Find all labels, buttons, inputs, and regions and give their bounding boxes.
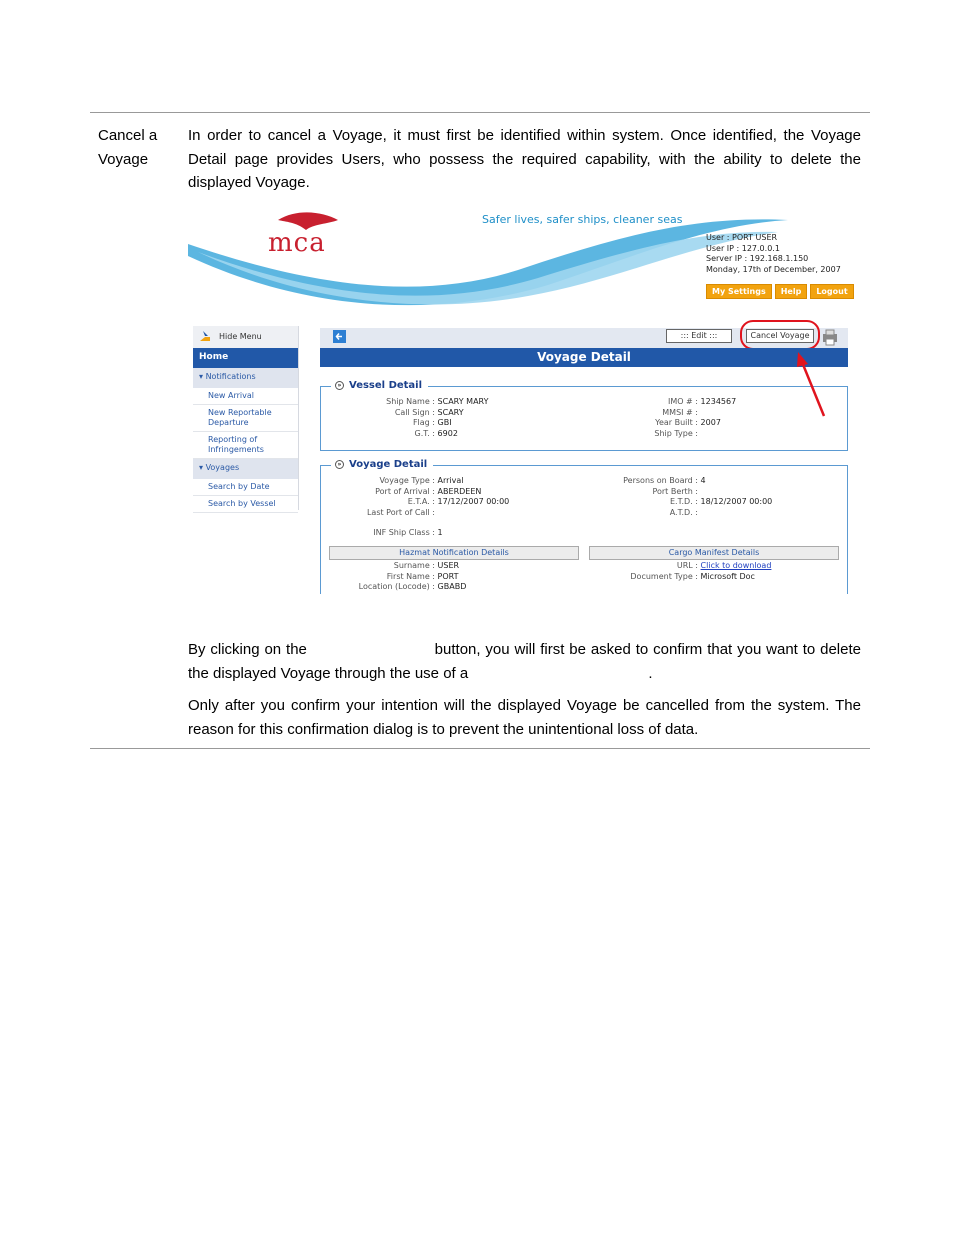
field-label: IMO # : bbox=[667, 397, 698, 406]
voyage-detail-legend[interactable] bbox=[331, 459, 433, 470]
user-ip: User IP : 127.0.0.1 bbox=[706, 243, 780, 253]
click-text-1: By clicking on the bbox=[188, 641, 307, 658]
intro-paragraph: In order to cancel a Voyage, it must first be identified within system. Once identified, the Voyage Detail page provides Users, who possess the required capability, with the ability to delete the displayed Voyage. bbox=[188, 127, 861, 191]
field-value: 1 bbox=[437, 528, 443, 537]
field-value: SCARY MARY bbox=[437, 397, 489, 406]
section-label bbox=[98, 124, 178, 172]
field-label: Ship Name : bbox=[386, 397, 435, 406]
field-value: Arrival bbox=[437, 476, 464, 485]
field-label: MMSI # : bbox=[662, 407, 698, 417]
cargo-header: Cargo Manifest Details bbox=[589, 546, 839, 560]
vessel-left-fields bbox=[338, 397, 488, 439]
server-ip: Server IP : 192.168.1.150 bbox=[706, 254, 809, 263]
download-link[interactable]: Click to download bbox=[700, 561, 772, 570]
collapse-icon: » bbox=[335, 381, 344, 390]
field-label: Last Port of Call : bbox=[366, 507, 435, 517]
field-value: USER bbox=[437, 561, 460, 570]
field-value: 17/12/2007 00:00 bbox=[437, 497, 510, 506]
menu-item-reporting-infringements[interactable]: Reporting of Infringements bbox=[193, 432, 298, 459]
field-label: Ship Type : bbox=[654, 428, 698, 438]
field-value: 6902 bbox=[437, 428, 458, 438]
menu-item-search-by-date[interactable]: Search by Date bbox=[193, 479, 298, 496]
hazmat-header: Hazmat Notification Details bbox=[329, 546, 579, 560]
highlight-circle bbox=[740, 320, 820, 350]
field-label: Surname : bbox=[393, 561, 435, 570]
field-value: 1234567 bbox=[700, 397, 737, 406]
page-title: Voyage Detail bbox=[320, 348, 848, 367]
print-icon[interactable] bbox=[821, 328, 839, 350]
outro-paragraph: Only after you confirm your intention will the displayed Voyage be cancelled from the system. The reason for this confirmation dialog is to prevent the unintentional loss of data. bbox=[188, 697, 861, 738]
vessel-detail-legend[interactable] bbox=[331, 380, 428, 391]
field-label: Voyage Type : bbox=[379, 476, 435, 485]
side-menu bbox=[193, 326, 299, 510]
user-info bbox=[706, 233, 841, 275]
click-text-3: . bbox=[648, 664, 653, 682]
help-button[interactable]: Help bbox=[775, 284, 808, 299]
user-name: User : PORT USER bbox=[706, 233, 778, 242]
voyage-left-fields bbox=[338, 476, 509, 539]
field-label: INF Ship Class : bbox=[373, 528, 435, 537]
banner bbox=[188, 200, 862, 318]
field-value: Microsoft Doc bbox=[700, 571, 755, 581]
field-label: Call Sign : bbox=[394, 407, 435, 417]
menu-group-voyages-label: Voyages bbox=[205, 463, 240, 472]
field-label: Year Built : bbox=[655, 418, 698, 427]
field-label: Port of Arrival : bbox=[375, 486, 435, 496]
top-buttons bbox=[706, 284, 854, 299]
field-label: Flag : bbox=[412, 418, 435, 427]
menu-home[interactable]: Home bbox=[193, 348, 298, 368]
field-label: Persons on Board : bbox=[623, 476, 698, 485]
my-settings-button[interactable]: My Settings bbox=[706, 284, 772, 299]
vessel-right-fields bbox=[608, 397, 736, 439]
hide-menu-toggle[interactable] bbox=[193, 326, 298, 348]
logout-button[interactable]: Logout bbox=[810, 284, 853, 299]
field-label: A.T.D. : bbox=[669, 507, 698, 517]
hazmat-fields bbox=[338, 561, 466, 593]
click-paragraph bbox=[188, 638, 861, 685]
bottom-rule bbox=[90, 748, 870, 749]
vessel-detail-title: Vessel Detail bbox=[349, 380, 423, 391]
field-label: E.T.D. : bbox=[669, 497, 698, 506]
section-label-line-2: Voyage bbox=[98, 151, 149, 168]
click-text-2: button, you will first be asked to confirm that you want to delete the displayed Voyage through the use of a bbox=[188, 641, 861, 682]
tagline: Safer lives, safer ships, cleaner seas bbox=[482, 213, 683, 226]
field-value: SCARY bbox=[437, 407, 464, 417]
cancel-voyage-button[interactable]: Cancel Voyage bbox=[746, 329, 814, 343]
menu-group-voyages[interactable]: ▾ Voyages bbox=[193, 459, 298, 479]
menu-item-new-arrival[interactable]: New Arrival bbox=[193, 388, 298, 405]
field-value: 2007 bbox=[700, 418, 721, 427]
field-label: E.T.A. : bbox=[407, 497, 435, 506]
hide-menu-icon bbox=[198, 329, 212, 343]
menu-group-notifications-label: Notifications bbox=[205, 372, 256, 381]
field-label: G.T. : bbox=[414, 428, 435, 438]
field-label: Port Berth : bbox=[652, 486, 698, 496]
menu-item-new-reportable-departure[interactable]: New Reportable Departure bbox=[193, 405, 298, 432]
mca-logo: mca bbox=[268, 228, 326, 258]
top-rule bbox=[90, 112, 870, 113]
voyage-detail-title: Voyage Detail bbox=[349, 459, 428, 470]
hide-menu-label: Hide Menu bbox=[219, 332, 262, 341]
field-label: URL : bbox=[676, 561, 698, 570]
field-label: Document Type : bbox=[630, 571, 698, 581]
section-label-line-1: Cancel a bbox=[98, 127, 158, 144]
field-value: ABERDEEN bbox=[437, 486, 482, 496]
field-value: PORT bbox=[437, 571, 459, 581]
menu-group-notifications[interactable]: ▾ Notifications bbox=[193, 368, 298, 388]
back-arrow-icon[interactable] bbox=[333, 330, 346, 343]
edit-button[interactable]: ::: Edit ::: bbox=[666, 329, 732, 343]
field-value: 18/12/2007 00:00 bbox=[700, 497, 773, 506]
field-label: First Name : bbox=[386, 571, 435, 581]
current-date: Monday, 17th of December, 2007 bbox=[706, 264, 841, 274]
menu-item-search-by-vessel[interactable]: Search by Vessel bbox=[193, 496, 298, 513]
field-label: Location (Locode) : bbox=[358, 582, 435, 591]
annotation-arrow-icon bbox=[788, 350, 838, 422]
field-value: GBI bbox=[437, 418, 452, 427]
voyage-detail-screenshot bbox=[188, 200, 862, 594]
field-value: 4 bbox=[700, 476, 706, 485]
cargo-fields bbox=[608, 561, 771, 582]
voyage-right-fields bbox=[608, 476, 772, 518]
field-value: GBABD bbox=[437, 582, 467, 591]
collapse-icon: » bbox=[335, 460, 344, 469]
